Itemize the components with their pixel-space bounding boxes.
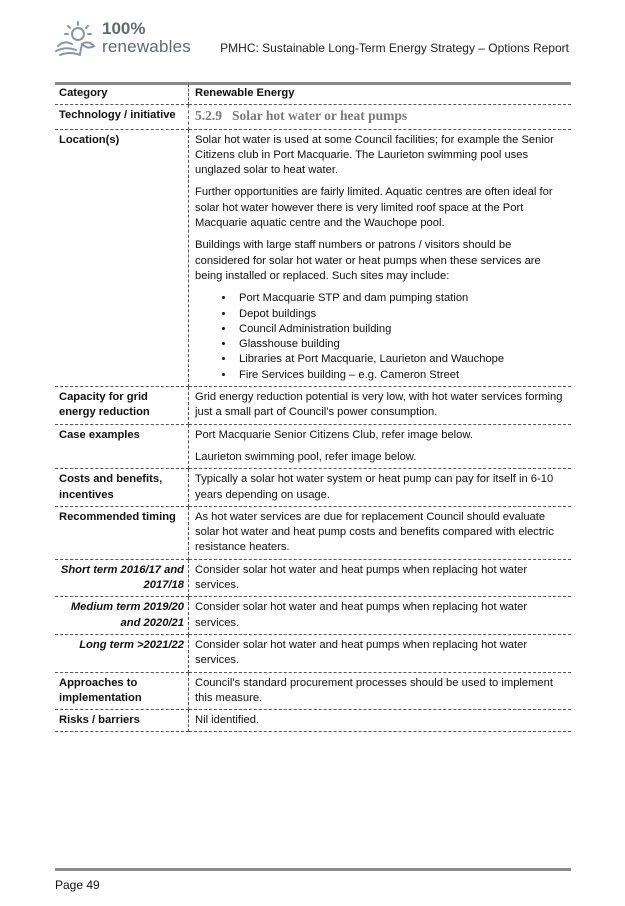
risks-label: Risks / barriers [55, 710, 189, 732]
location-paragraph: Further opportunities are fairly limited. Aquatic centres are often ideal for solar hot water however there is very limited roof space at the Port Macquarie aquatic centre and the Wauchope pool. [195, 186, 553, 230]
approaches-value: Council’s standard procurement processes should be used to implement this measure. [189, 672, 572, 710]
case-example: Laurieton swimming pool, refer image below. [195, 450, 417, 463]
timing-value: As hot water services are due for replacement Council should evaluate solar hot water and heat pump costs and benefits compared with electric resistance heaters. [189, 506, 572, 559]
medium-term-value: Consider solar hot water and heat pumps when replacing hot water services. [189, 597, 572, 635]
category-label: Category [55, 84, 189, 105]
location-value [189, 129, 572, 386]
sun-leaf-icon [52, 20, 98, 58]
capacity-value: Grid energy reduction potential is very low, with hot water services forming just a small part of Council’s power consumption. [189, 387, 572, 425]
bottom-rule [55, 868, 571, 871]
technology-value [189, 105, 572, 129]
list-item: • Glasshouse building [235, 337, 567, 352]
case-example: Port Macquarie Senior Citizens Club, refer image below. [195, 428, 473, 441]
location-label: Location(s) [55, 129, 189, 386]
site-list [195, 291, 567, 383]
approaches-label: Approaches to implementation [55, 672, 189, 710]
capacity-label: Capacity for grid energy reduction [55, 387, 189, 425]
logo-text-100: 100% [102, 19, 146, 38]
table-row [55, 424, 571, 469]
logo [52, 18, 202, 60]
list-item: • Fire Services building – e.g. Cameron Street [235, 368, 567, 383]
short-term-label: Short term 2016/17 and 2017/18 [55, 559, 189, 597]
table-row [55, 559, 571, 597]
logo-text-renewables: renewables [102, 37, 191, 56]
table-row [55, 506, 571, 559]
costs-value: Typically a solar hot water system or heat pump can pay for itself in 6-10 years depending on usage. [189, 469, 572, 507]
table-row [55, 672, 571, 710]
risks-value: Nil identified. [189, 710, 572, 732]
costs-label: Costs and benefits, incentives [55, 469, 189, 507]
report-title: PMHC: Sustainable Long-Term Energy Strategy – Options Report [220, 41, 569, 55]
table-row [55, 710, 571, 732]
list-item: • Libraries at Port Macquarie, Laurieton and Wauchope [235, 352, 567, 367]
table-row [55, 469, 571, 507]
technology-label: Technology / initiative [55, 105, 189, 129]
list-item: • Port Macquarie STP and dam pumping station [235, 291, 567, 306]
table-row [55, 387, 571, 425]
timing-label: Recommended timing [55, 506, 189, 559]
medium-term-label: Medium term 2019/20 and 2020/21 [55, 597, 189, 635]
short-term-value: Consider solar hot water and heat pumps when replacing hot water services. [189, 559, 572, 597]
category-value: Renewable Energy [189, 84, 572, 105]
location-paragraph: Buildings with large staff numbers or patrons / visitors should be considered for solar hot water or heat pumps when these services are being installed or replaced. Such sites may include: [195, 239, 541, 282]
options-table [55, 84, 571, 732]
long-term-value: Consider solar hot water and heat pumps when replacing hot water services. [189, 634, 572, 672]
table-row [55, 105, 571, 129]
location-paragraph: Solar hot water is used at some Council facilities; for example the Senior Citizens club in Port Macquarie. The Laurieton swimming pool uses unglazed solar to heat water. [195, 133, 554, 177]
list-item: • Council Administration building [235, 322, 567, 337]
section-title: Solar hot water or heat pumps [232, 108, 408, 124]
long-term-label: Long term >2021/22 [55, 634, 189, 672]
list-item: • Depot buildings [235, 307, 567, 322]
table-row [55, 634, 571, 672]
table-row [55, 597, 571, 635]
table-row [55, 84, 571, 105]
case-examples-value [189, 424, 572, 469]
case-examples-label: Case examples [55, 424, 189, 469]
table-row [55, 129, 571, 386]
section-number: 5.2.9 [195, 108, 222, 124]
page-number: Page 49 [55, 878, 100, 892]
